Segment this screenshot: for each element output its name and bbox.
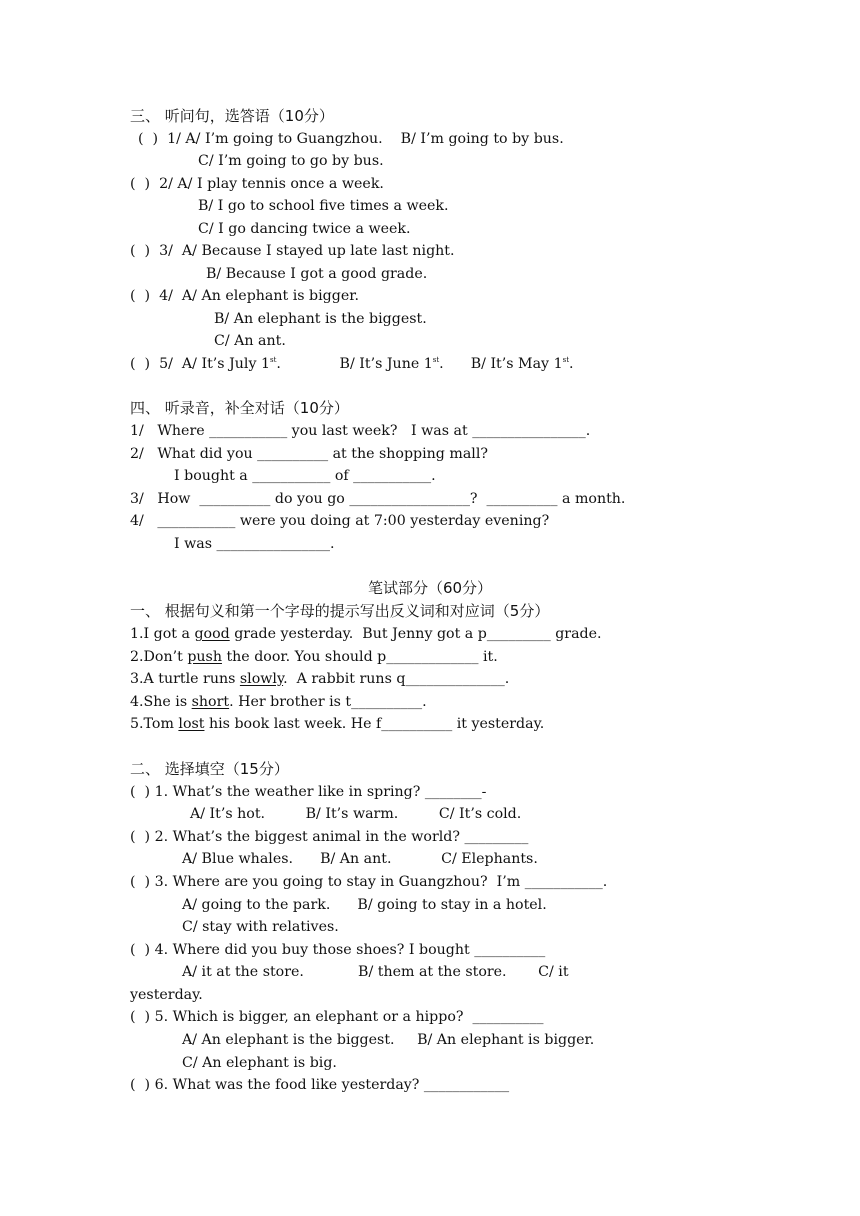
document-line: A/ Blue whales. B/ An ant. C/ Elephants. <box>182 851 538 867</box>
document-line: ( ) 2. What’s the biggest animal in the world? _________ <box>130 829 529 845</box>
section-heading: 笔试部分（60分） <box>367 579 493 597</box>
document-line: 5.Tom lost his book last week. He f__________ it yesterday. <box>130 716 545 732</box>
document-line: 4/ ___________ were you doing at 7:00 yesterday evening? <box>130 513 550 529</box>
document-line: ( ) 3/ A/ Because I stayed up late last night. <box>130 243 455 259</box>
document-line: 4.She is short. Her brother is t__________. <box>130 694 427 710</box>
document-line: ( ) 3. Where are you going to stay in Guangzhou? I’m ___________. <box>130 874 608 890</box>
document-line: C/ I go dancing twice a week. <box>198 221 411 237</box>
document-line: A/ going to the park. B/ going to stay in a hotel. <box>182 897 547 913</box>
document-line: ( ) 4/ A/ An elephant is bigger. <box>130 288 359 304</box>
document-line: ( ) 5. Which is bigger, an elephant or a hippo? __________ <box>130 1009 544 1025</box>
document-line: ( ) 6. What was the food like yesterday? ____________ <box>130 1077 510 1093</box>
document-line: C/ stay with relatives. <box>182 919 339 935</box>
document-line: B/ I go to school five times a week. <box>198 198 449 214</box>
document-line: ( ) 1/ A/ I’m going to Guangzhou. B/ I’m going to by bus. <box>138 131 564 147</box>
document-line: C/ An ant. <box>214 333 286 349</box>
document-line: 3/ How __________ do you go _________________? __________ a month. <box>130 491 626 507</box>
document-line: 1.I got a good grade yesterday. But Jenny got a p_________ grade. <box>130 626 602 642</box>
document-line: 3.A turtle runs slowly. A rabbit runs q______________. <box>130 671 510 687</box>
document-line: A/ it at the store. B/ them at the store. C/ it <box>182 964 569 980</box>
document-line: ( ) 5/ A/ It’s July 1st. B/ It’s June 1st. B/ It’s May 1st. <box>130 356 574 372</box>
section-heading: 一、 根据句义和第一个字母的提示写出反义词和对应词（5分） <box>130 602 550 620</box>
document-line: 1/ Where ___________ you last week? I was at ________________. <box>130 423 591 439</box>
document-line: B/ Because I got a good grade. <box>206 266 428 282</box>
document-line: A/ It’s hot. B/ It’s warm. C/ It’s cold. <box>190 806 522 822</box>
document-line: A/ An elephant is the biggest. B/ An elephant is bigger. <box>182 1032 595 1048</box>
document-line: ( ) 2/ A/ I play tennis once a week. <box>130 176 384 192</box>
document-line: I was ________________. <box>174 536 335 552</box>
document-line: ( ) 1. What’s the weather like in spring? ________- <box>130 784 487 800</box>
section-heading: 二、 选择填空（15分） <box>130 760 289 778</box>
document-line: I bought a ___________ of ___________. <box>174 468 436 484</box>
document-line: yesterday. <box>130 987 203 1003</box>
section-heading: 三、 听问句，选答语（10分） <box>130 107 334 125</box>
document-line: C/ I’m going to go by bus. <box>198 153 384 169</box>
document-line: C/ An elephant is big. <box>182 1055 337 1071</box>
document-line: 2/ What did you __________ at the shopping mall? <box>130 446 488 462</box>
document-line: ( ) 4. Where did you buy those shoes? I bought __________ <box>130 942 546 958</box>
document-line: B/ An elephant is the biggest. <box>214 311 427 327</box>
document-line: 2.Don’t push the door. You should p_____________ it. <box>130 649 498 665</box>
section-heading: 四、 听录音，补全对话（10分） <box>130 399 349 417</box>
